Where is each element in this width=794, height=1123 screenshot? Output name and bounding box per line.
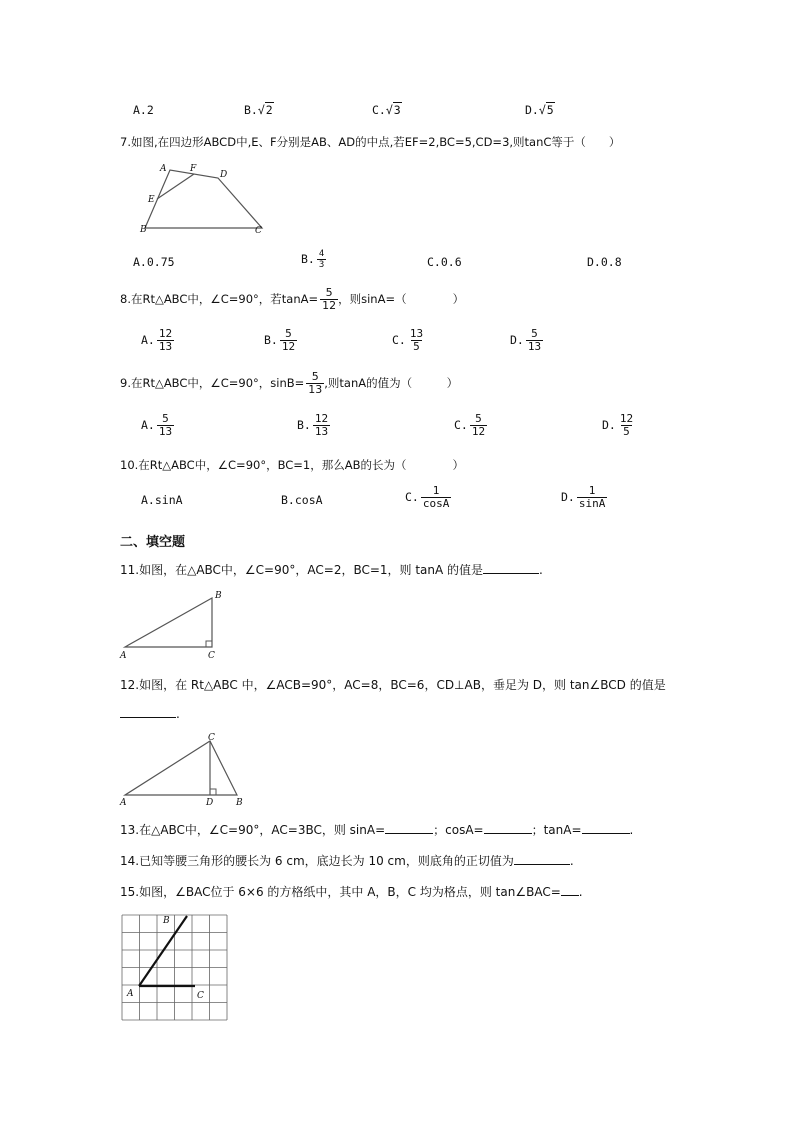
label-a: A (127, 989, 134, 999)
q7-option-b (301, 249, 326, 270)
q13-text-mid2: ；tanA= (531, 823, 582, 837)
q7-option-b-fraction (317, 249, 326, 270)
fraction-denominator: 5 (623, 425, 630, 438)
sqrt-symbol: √2 (257, 103, 273, 117)
q13-text-pre: 13.在△ABC中，∠C=90°，AC=3BC，则 sinA= (120, 823, 386, 837)
fraction-denominator: 12 (281, 340, 296, 353)
q7-option-c: C.0.6 (427, 255, 462, 269)
fraction-denominator: 13 (308, 383, 323, 396)
fraction-numerator: 5 (475, 412, 482, 425)
q9-text (120, 371, 458, 396)
ray-ab (139, 916, 187, 986)
right-angle-mark (206, 641, 212, 647)
option-fraction (470, 413, 487, 438)
q9-option-c (454, 413, 487, 438)
label-f: F (190, 164, 197, 174)
label-b: B (140, 225, 147, 235)
q14-answer-blank[interactable] (514, 853, 570, 865)
q12-answer-blank[interactable] (120, 706, 176, 718)
fraction-numerator: 1 (432, 484, 440, 497)
section-title-fill-in: 二、填空题 (120, 535, 186, 550)
q13-sin-blank[interactable] (385, 822, 433, 834)
q11-triangle-figure (120, 590, 230, 660)
q11-answer-blank[interactable] (483, 562, 539, 574)
q13-tan-blank[interactable] (582, 822, 630, 834)
q11-text-body: 11.如图，在△ABC中，∠C=90°，AC=2，BC=1，则 tanA 的值是 (120, 563, 484, 577)
right-angle-mark (210, 789, 216, 795)
option-prefix: C. (392, 333, 406, 347)
option-prefix: A. (141, 418, 155, 432)
option-prefix: B. (264, 333, 278, 347)
label-a: A (160, 164, 167, 174)
option-fraction (157, 413, 174, 438)
q6-option-d-prefix: D. (525, 103, 539, 117)
label-b: B (163, 916, 170, 926)
fraction-denominator: 13 (314, 425, 329, 438)
option-fraction (421, 485, 452, 510)
label-a: A (120, 798, 127, 808)
option-fraction (157, 328, 174, 353)
q6-option-d (525, 103, 555, 117)
option-prefix: D. (561, 490, 575, 504)
fraction-numerator: 13 (409, 327, 424, 340)
q8-option-b (264, 328, 297, 353)
fraction-numerator: 5 (325, 286, 333, 299)
q15-text-body: 15.如图，∠BAC位于 6×6 的方格纸中，其中 A，B，C 均为格点，则 tan∠BAC= (120, 885, 561, 899)
option-fraction (526, 328, 543, 353)
fraction-denominator: sinA (578, 497, 606, 510)
option-prefix: A. (141, 333, 155, 347)
fraction-numerator: 5 (311, 370, 319, 383)
q15-text-end: . (578, 885, 583, 899)
q6-option-b (244, 103, 274, 117)
fraction-denominator: 13 (158, 425, 173, 438)
q14-text-end: . (569, 854, 574, 868)
q8-text (120, 287, 464, 312)
option-fraction (313, 413, 330, 438)
q6-option-d-radicand: 5 (546, 103, 554, 117)
fraction-numerator: 12 (158, 327, 173, 340)
q10-option-d (561, 485, 607, 510)
q14-text (120, 852, 574, 869)
q6-option-b-radicand: 2 (265, 103, 273, 117)
option-prefix: C. (405, 490, 419, 504)
option-prefix: C. (454, 418, 468, 432)
q12-text: 12.如图，在 Rt△ABC 中，∠ACB=90°，AC=8，BC=6，CD⊥AB，垂足为 D，则 tan∠BCD 的值是 (120, 678, 666, 692)
q11-text (120, 561, 543, 578)
label-d: D (220, 170, 228, 180)
q7-quadrilateral-figure (140, 162, 270, 234)
label-b: B (236, 798, 243, 808)
q6-option-a: A.2 (133, 103, 154, 117)
fraction-numerator: 1 (588, 484, 596, 497)
option-prefix: D. (602, 418, 616, 432)
fraction-denominator: 12 (471, 425, 486, 438)
q13-cos-blank[interactable] (484, 822, 532, 834)
q7-option-a: A.0.75 (133, 255, 175, 269)
sqrt-symbol: √5 (538, 103, 554, 117)
q8-text-post: ，则sinA=（ ） (338, 292, 465, 306)
option-fraction (280, 328, 297, 353)
q14-text-body: 14.已知等腰三角形的腰长为 6 cm，底边长为 10 cm，则底角的正切值为 (120, 854, 514, 868)
q6-option-c-prefix: C. (372, 103, 386, 117)
q12-text-end: . (176, 707, 180, 721)
fraction-numerator: 12 (619, 412, 634, 425)
q15-answer-blank[interactable] (561, 884, 579, 896)
square-grid (122, 915, 227, 1020)
option-prefix: D. (510, 333, 524, 347)
q13-text-end: . (629, 823, 634, 837)
q9-option-b (297, 413, 330, 438)
label-c: C (208, 651, 215, 661)
q10-option-a: A.sinA (141, 493, 183, 507)
fraction-numerator: 5 (285, 327, 292, 340)
label-c: C (208, 733, 215, 743)
q8-option-d (510, 328, 543, 353)
q6-option-c (372, 103, 402, 117)
label-c: C (255, 226, 262, 236)
fraction-denominator: 5 (413, 340, 420, 353)
fraction-numerator: 5 (531, 327, 538, 340)
q15-grid-figure (121, 914, 229, 1024)
q9-text-pre: 9.在Rt△ABC中，∠C=90°，sinB= (120, 376, 305, 390)
q11-text-end: . (539, 563, 543, 577)
triangle-abc (125, 741, 237, 795)
option-fraction (408, 328, 425, 353)
triangle-abc (125, 598, 212, 647)
q13-text-mid1: ；cosA= (433, 823, 484, 837)
fraction-numerator: 4 (318, 249, 325, 259)
q9-option-d (602, 413, 635, 438)
q10-option-c (405, 485, 451, 510)
sqrt-symbol: √3 (385, 103, 401, 117)
q13-text (120, 821, 633, 838)
q8-text-pre: 8.在Rt△ABC中，∠C=90°，若tanA= (120, 292, 319, 306)
fraction-denominator: cosA (422, 497, 450, 510)
fraction-denominator: 13 (527, 340, 542, 353)
quadrilateral-abcd (145, 170, 262, 228)
q9-option-a (141, 413, 174, 438)
q6-option-b-prefix: B. (244, 103, 258, 117)
q8-option-a (141, 328, 174, 353)
fraction-denominator: 13 (158, 340, 173, 353)
q8-option-c (392, 328, 425, 353)
label-e: E (148, 195, 155, 205)
fraction-numerator: 12 (314, 412, 329, 425)
label-b: B (215, 591, 222, 601)
q7-option-d: D.0.8 (587, 255, 622, 269)
label-d: D (206, 798, 214, 808)
q15-text (120, 883, 583, 900)
q12-answer-line (120, 706, 180, 721)
q10-text: 10.在Rt△ABC中，∠C=90°，BC=1，那么AB的长为（ ） (120, 458, 464, 472)
fraction-numerator: 5 (162, 412, 169, 425)
q9-sin-fraction (306, 371, 324, 396)
option-fraction (577, 485, 608, 510)
q7-text: 7.如图,在四边形ABCD中,E、F分别是AB、AD的中点,若EF=2,BC=5,CD=3,则tanC等于（ ） (120, 135, 621, 149)
q7-option-b-prefix: B. (301, 252, 315, 266)
q8-tan-fraction (320, 287, 338, 312)
label-a: A (120, 651, 127, 661)
option-prefix: B. (297, 418, 311, 432)
q12-triangle-figure (120, 733, 250, 808)
q6-option-c-radicand: 3 (393, 103, 401, 117)
option-fraction (618, 413, 635, 438)
fraction-denominator: 12 (322, 299, 337, 312)
q10-option-b: B.cosA (281, 493, 323, 507)
label-c: C (197, 991, 204, 1001)
fraction-denominator: 3 (318, 260, 325, 270)
q9-text-post: ,则tanA的值为（ ） (324, 376, 459, 390)
